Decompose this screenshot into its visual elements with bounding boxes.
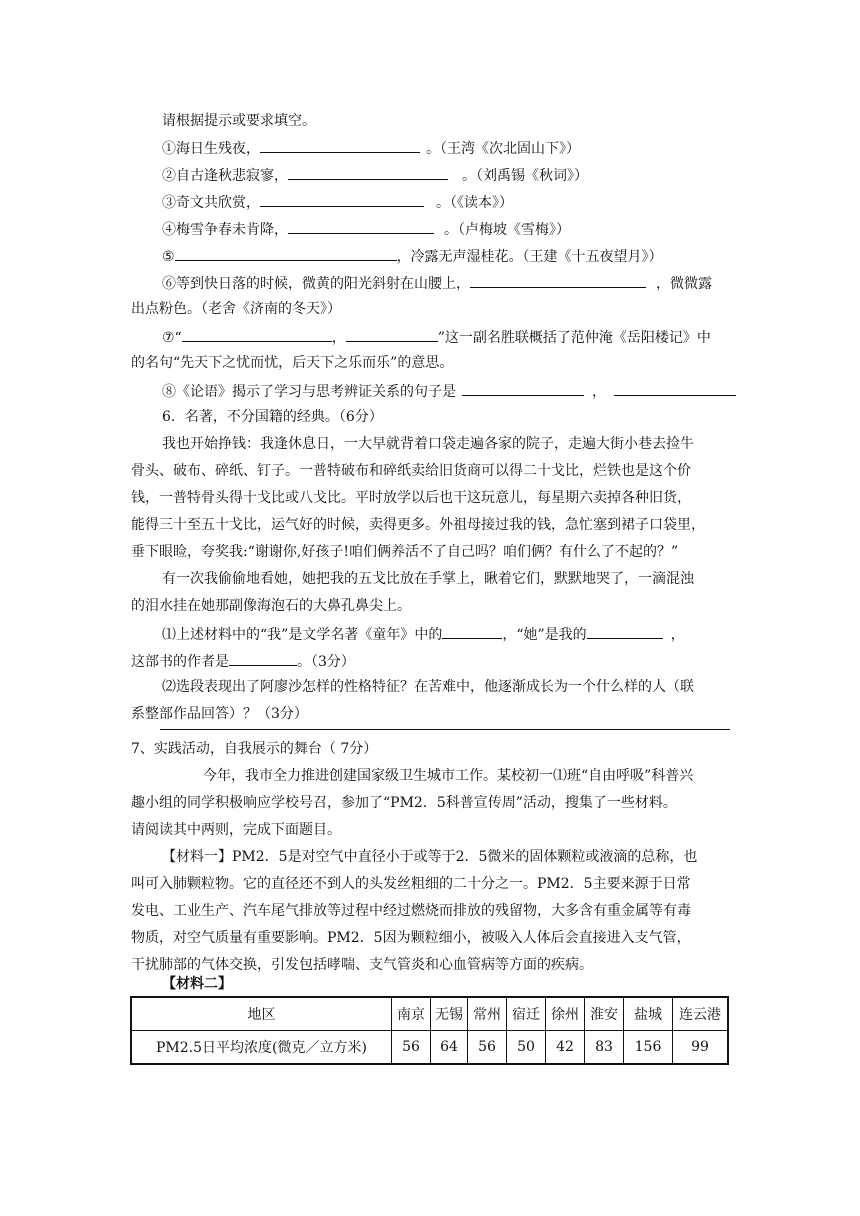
fill-item-1 — [162, 137, 580, 159]
table-city-cell: 徐州 — [546, 997, 585, 1031]
table-city-cell: 无锡 — [431, 997, 468, 1031]
answer-blank[interactable] — [442, 623, 502, 639]
fill-item-4-text: ④梅雪争春未肯降， — [162, 222, 288, 238]
answer-blank[interactable] — [288, 218, 434, 234]
table-value-cell: 156 — [624, 1031, 673, 1065]
fill-item-2-text: ②自古逢秋悲寂寥， — [162, 168, 288, 184]
fill-item-5-text: ⑤ — [162, 249, 175, 265]
section-6-question-1-cont — [131, 650, 355, 672]
passage-line: 有一次我偷偷地看她，她把我的五戈比放在手掌上，瞅着它们，默默地哭了，一滴混浊 — [162, 571, 694, 587]
section-6-question-1 — [162, 623, 685, 645]
answer-blank[interactable] — [260, 137, 420, 153]
answer-blank[interactable] — [175, 245, 397, 261]
answer-blank[interactable] — [288, 164, 448, 180]
table-row-label: PM2.5日平均浓度(微克／立方米) — [131, 1031, 392, 1065]
passage-line: 钱，一普特骨头得十戈比或八戈比。平时放学以后也干这玩意儿，每星期六卖掉各种旧货， — [131, 490, 691, 506]
answer-blank[interactable] — [182, 326, 332, 342]
material-1-line: 发电、工业生产、汽车尾气排放等过程中经过燃烧而排放的残留物，大多含有重金属等有毒 — [131, 903, 691, 919]
fill-item-2 — [162, 164, 588, 186]
table-city-cell: 南京 — [392, 997, 431, 1031]
table-value-cell: 50 — [507, 1031, 546, 1065]
fill-item-6-text-end: ，微微露 — [656, 276, 712, 292]
table-value-cell: 83 — [585, 1031, 624, 1065]
material-1-line: 干扰肺部的气体交换，引发包括哮喘、支气管炎和心血管病等方面的疾病。 — [131, 957, 593, 973]
table-header-label: 地区 — [131, 997, 392, 1031]
section-6-question-2: ⑵选段表现出了阿廖沙怎样的性格特征？在苦难中，他逐渐成长为一个什么样的人（联 — [162, 679, 694, 695]
table-city-cell: 宿迁 — [507, 997, 546, 1031]
fill-item-5-source: ，冷露无声湿桂花。（王建《十五夜望月》） — [396, 249, 663, 265]
material-2-label: 【材料二】 — [162, 976, 232, 992]
fill-item-2-source: 。（刘禹锡《秋词》） — [462, 168, 588, 184]
fill-item-6 — [162, 272, 712, 294]
fill-item-3-text: ③奇文共欣赏， — [162, 195, 260, 211]
fill-item-1-text: ①海日生残夜， — [162, 141, 260, 157]
section-6-heading: 6．名著，不分国籍的经典。（6分） — [162, 409, 383, 425]
fill-item-3 — [162, 191, 513, 213]
fill-item-7 — [162, 326, 711, 348]
answer-blank[interactable] — [229, 650, 297, 666]
intro-instruction: 请根据提示或要求填空。 — [162, 113, 316, 129]
answer-blank[interactable] — [260, 191, 424, 207]
fill-item-6-cont: 出点粉色。（老舍《济南的冬天》） — [131, 301, 341, 317]
answer-blank[interactable] — [614, 380, 736, 396]
passage-line: 我也开始挣钱：我逢休息日，一大早就背着口袋走遍各家的院子，走遍大街小巷去捡牛 — [162, 436, 694, 452]
answer-blank[interactable] — [470, 272, 646, 288]
table-value-cell: 56 — [468, 1031, 507, 1065]
passage-line: 垂下眼睑，夸奖我:“谢谢你,好孩子!咱们俩养活不了自己吗？咱们俩？有什么了不起的？” — [131, 544, 679, 560]
table-city-cell: 淮安 — [585, 997, 624, 1031]
material-1-line: 【材料一】PM2．5是对空气中直径小于或等于2．5微米的固体颗粒或液滴的总称，也 — [162, 849, 698, 865]
fill-item-5 — [162, 245, 663, 267]
fill-item-8-text: ⑧《论语》揭示了学习与思考辨证关系的句子是 — [162, 384, 456, 400]
question-text: 这部书的作者是 — [131, 654, 229, 670]
table-value-cell: 56 — [392, 1031, 431, 1065]
answer-blank[interactable] — [346, 326, 438, 342]
section-7-intro-line: 今年，我市全力推进创建国家级卫生城市工作。某校初一⑴班“自由呼吸”科普兴 — [203, 768, 694, 784]
answer-blank[interactable] — [462, 380, 584, 396]
fill-item-7-open: ⑦“ — [162, 330, 182, 346]
section-7-intro-line: 趣小组的同学积极响应学校号召，参加了“PM2．5科普宣传周”活动，搜集了一些材料。 — [131, 795, 677, 811]
table-header-row — [131, 997, 728, 1031]
table-value-cell: 99 — [673, 1031, 729, 1065]
answer-line[interactable] — [160, 729, 730, 730]
fill-item-4 — [162, 218, 570, 240]
table-value-cell: 42 — [546, 1031, 585, 1065]
comma: ， — [331, 330, 346, 346]
section-7-heading: 7、实践活动，自我展示的舞台（ 7分） — [131, 741, 378, 757]
table-city-cell: 盐城 — [624, 997, 673, 1031]
comma: ， — [592, 384, 606, 400]
table-row — [131, 1031, 728, 1065]
passage-line: 骨头、破布、碎纸、钉子。一普特破布和碎纸卖给旧货商可以得二十戈比，烂铁也是这个价 — [131, 463, 691, 479]
question-text: ， — [670, 627, 685, 643]
passage-line: 的泪水挂在她那副像海泡石的大鼻孔鼻尖上。 — [131, 598, 411, 614]
material-1-line: 叫可入肺颗粒物。它的直径还不到人的头发丝粗细的二十分之一。PM2．5主要来源于日常 — [131, 876, 691, 892]
table-value-cell: 64 — [431, 1031, 468, 1065]
question-text: ⑴上述材料中的“我”是文学名著《童年》中的 — [162, 627, 443, 643]
answer-blank[interactable] — [587, 623, 663, 639]
fill-item-7-text: ”这一副名胜联概括了范仲淹《岳阳楼记》中 — [437, 330, 711, 346]
passage-line: 能得三十至五十戈比，运气好的时候，卖得更多。外祖母接过我的钱，急忙塞到裙子口袋里， — [131, 517, 705, 533]
section-7-intro-line: 请阅读其中两则，完成下面题目。 — [131, 822, 341, 838]
fill-item-6-text: ⑥等到快日落的时候，微黄的阳光斜射在山腰上， — [162, 276, 470, 292]
table-city-cell: 连云港 — [673, 997, 729, 1031]
pm25-table — [130, 996, 729, 1065]
fill-item-3-source: 。（《读本》） — [436, 195, 513, 211]
fill-item-7-cont: 的名句“先天下之忧而忧，后天下之乐而乐”的意思。 — [131, 355, 454, 371]
section-6-question-2-cont: 系整部作品回答）？（3分） — [131, 706, 308, 722]
question-text: ，“她”是我的 — [502, 627, 587, 643]
table-city-cell: 常州 — [468, 997, 507, 1031]
question-text: 。（3分） — [297, 654, 355, 670]
fill-item-8 — [162, 380, 736, 402]
fill-item-4-source: 。（卢梅坡《雪梅》） — [444, 222, 570, 238]
fill-item-1-source: 。（王湾《次北固山下》） — [426, 141, 580, 157]
material-1-line: 物质，对空气质量有重要影响。PM2．5因为颗粒细小，被吸入人体后会直接进入支气管， — [131, 930, 691, 946]
